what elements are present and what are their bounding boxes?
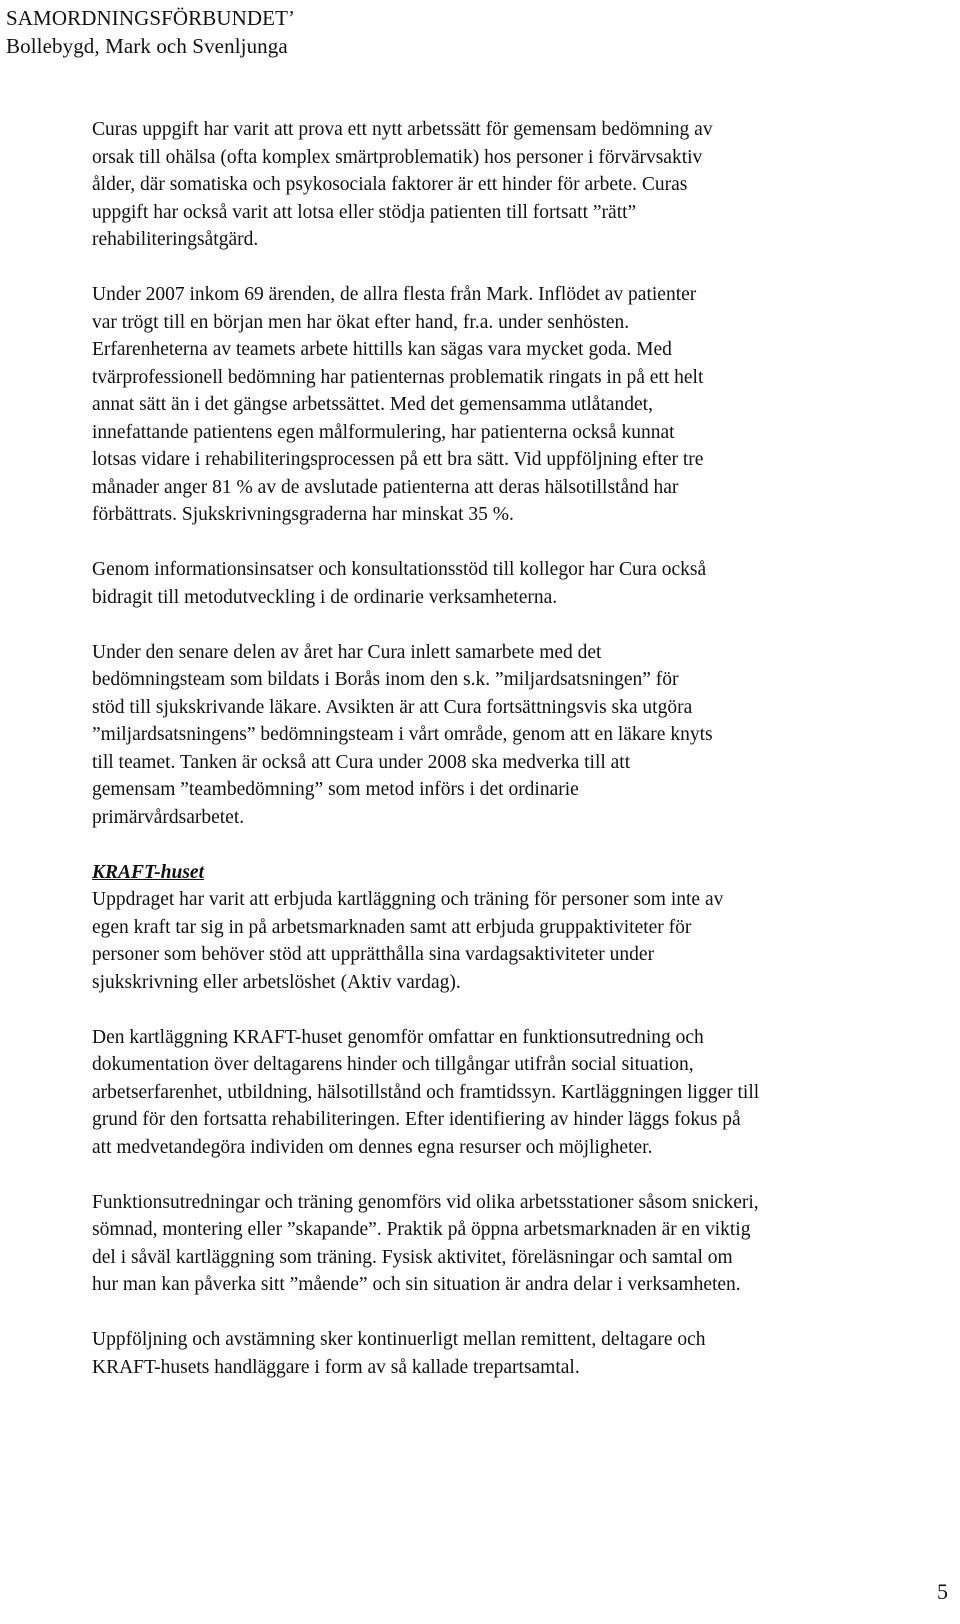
text-line: Uppföljning och avstämning sker kontinuerligt mellan remittent, deltagare och (92, 1329, 706, 1350)
text-line: gemensam ”teambedömning” som metod införs i det ordinarie (92, 779, 579, 800)
text-line: grund för den fortsatta rehabiliteringen. Efter identifiering av hinder läggs fokus på (92, 1109, 741, 1130)
text-line: till teamet. Tanken är också att Cura under 2008 ska medverka till att (92, 751, 631, 773)
text-line: annat sätt än i det gängse arbetssättet. Med det gemensamma utlåtandet, (92, 394, 653, 415)
text-line: del i såväl kartläggning som träning. Fysisk aktivitet, föreläsningar och samtal om (92, 1246, 733, 1268)
section-heading-kraft-huset: KRAFT-huset (92, 861, 204, 883)
document-header (6, 4, 295, 60)
organization-municipalities: Bollebygd, Mark och Svenljunga (6, 34, 288, 58)
paragraph-kraft-assignment (92, 859, 942, 997)
text-line: primärvårdsarbetet. (92, 806, 245, 828)
text-line: Curas uppgift har varit att prova ett nytt arbetssätt för gemensam bedömning av (92, 119, 713, 140)
text-line: uppgift har också varit att lotsa eller stödja patienten till fortsatt ”rätt” (92, 201, 637, 223)
page-number: 5 (937, 1579, 948, 1604)
text-line: rehabiliteringsåtgärd. (92, 229, 259, 250)
paragraph-kraft-followup (92, 1326, 942, 1381)
text-line: Funktionsutredningar och träning genomförs vid olika arbetsstationer såsom snickeri, (92, 1191, 759, 1213)
text-line: Under 2007 inkom 69 ärenden, de allra flesta från Mark. Inflödet av patienter (92, 284, 697, 305)
text-line: bedömningsteam som bildats i Borås inom den s.k. ”miljardsatsningen” för (92, 669, 679, 690)
document-body (92, 116, 942, 1409)
text-line: förbättrats. Sjukskrivningsgraderna har minskat 35 %. (92, 504, 514, 525)
text-line: att medvetandegöra individen om dennes egna resurser och möjligheter. (92, 1136, 653, 1158)
text-line: arbetserfarenhet, utbildning, hälsotillstånd och framtidssyn. Kartläggningen ligger till (92, 1081, 760, 1103)
text-line: ålder, där somatiska och psykosociala faktorer är ett hinder för arbete. Curas (92, 174, 688, 195)
text-line: Den kartläggning KRAFT-huset genomför omfattar en funktionsutredning och (92, 1026, 704, 1048)
text-line: sjukskrivning eller arbetslöshet (Aktiv vardag). (92, 971, 461, 993)
text-line: ”miljardsatsningens” bedömningsteam i vårt område, genom att en läkare knyts (92, 724, 713, 745)
organization-name: SAMORDNINGSFÖRBUNDET’ (6, 6, 296, 30)
text-line: månader anger 81 % av de avslutade patienterna att deras hälsotillstånd har (92, 476, 679, 498)
text-line: tvärprofessionell bedömning har patienternas problematik ringats in på ett helt (92, 366, 704, 388)
text-line: innefattande patientens egen målformulering, har patienterna också kunnat (92, 421, 675, 443)
text-line: KRAFT-husets handläggare i form av så kallade trepartsamtal. (92, 1356, 580, 1378)
paragraph-cura-task (92, 116, 942, 254)
text-line: dokumentation över deltagarens hinder och tillgångar utifrån social situation, (92, 1054, 694, 1075)
text-line: personer som behöver stöd att upprätthålla sina vardagsaktiviteter under (92, 944, 655, 965)
text-line: bidragit till metodutveckling i de ordinarie verksamheterna. (92, 586, 558, 608)
text-line: egen kraft tar sig in på arbetsmarknaden samt att erbjuda gruppaktiviteter för (92, 916, 692, 938)
paragraph-kraft-mapping (92, 1024, 942, 1162)
paragraph-kraft-training (92, 1189, 942, 1299)
text-line: hur man kan påverka sitt ”mående” och sin situation är andra delar i verksamheten. (92, 1274, 741, 1295)
text-line: sömnad, montering eller ”skapande”. Praktik på öppna arbetsmarknaden är en viktig (92, 1219, 751, 1240)
text-line: stöd till sjukskrivande läkare. Avsikten är att Cura fortsättningsvis ska utgöra (92, 696, 693, 718)
paragraph-cura-information (92, 556, 942, 611)
text-line: var trögt till en början men har ökat efter hand, fr.a. under senhösten. (92, 311, 630, 333)
text-line: Uppdraget har varit att erbjuda kartläggning och träning för personer som inte av (92, 889, 724, 910)
text-line: Erfarenheterna av teamets arbete hittills kan sägas vara mycket goda. Med (92, 339, 672, 360)
text-line: Under den senare delen av året har Cura inlett samarbete med det (92, 641, 602, 663)
text-line: Genom informationsinsatser och konsultationsstöd till kollegor har Cura också (92, 559, 707, 580)
text-line: orsak till ohälsa (ofta komplex smärtproblematik) hos personer i förvärvsaktiv (92, 146, 703, 168)
paragraph-cura-collaboration (92, 639, 942, 832)
paragraph-cura-2007 (92, 281, 942, 529)
text-line: lotsas vidare i rehabiliteringsprocessen på ett bra sätt. Vid uppföljning efter tre (92, 449, 704, 470)
